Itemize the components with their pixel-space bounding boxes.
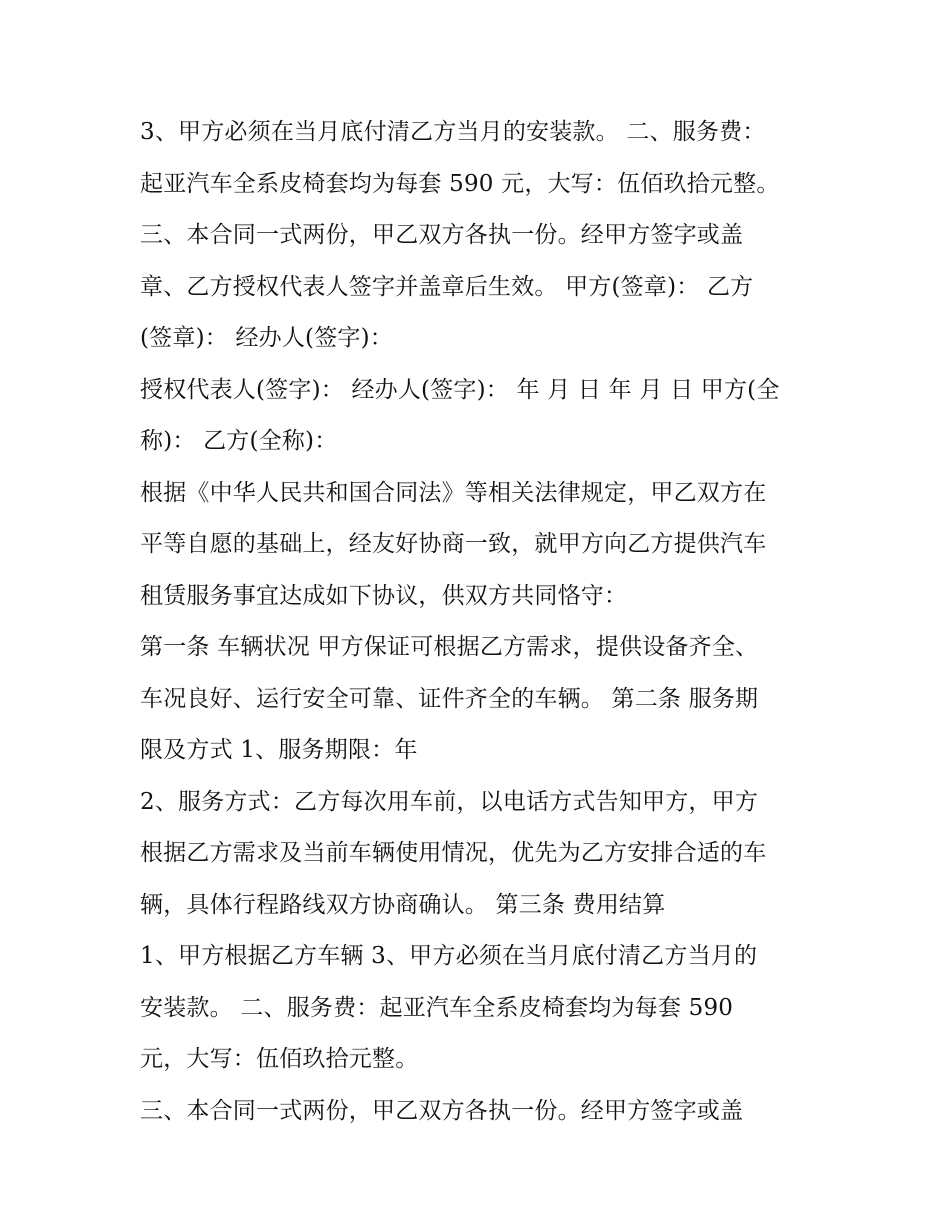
text-line: 称)： 乙方(全称)： [140,428,338,454]
text-line: 授权代表人(签字)： 经办人(签字)： 年 月 日 年 月 日 甲方(全 [140,376,780,403]
text-line: 三、本合同一式两份，甲乙双方各执一份。经甲方签字或盖 [140,222,744,248]
text-line: 限及方式 1、服务期限：年 [140,737,418,763]
text-line: 三、本合同一式两份，甲乙双方各执一份。经甲方签字或盖 [140,1097,744,1124]
text-line: 辆，具体行程路线双方协商确认。 第三条 费用结算 [140,891,666,918]
text-line: 平等自愿的基础上，经友好协商一致，就甲方向乙方提供汽车 [140,531,767,557]
text-line: 租赁服务事宜达成如下协议，供双方共同恪守： [140,582,628,609]
text-line: 3、甲方必须在当月底付清乙方当月的安装款。 二、服务费： [140,119,766,145]
text-line: 车况良好、运行安全可靠、证件齐全的车辆。 第二条 服务期 [140,685,759,712]
document-body [140,107,830,1137]
text-line: 第一条 车辆状况 甲方保证可根据乙方需求，提供设备齐全、 [140,634,759,660]
text-line: 起亚汽车全系皮椅套均为每套 590 元，大写：伍佰玖拾元整。 [140,170,780,197]
text-line: 根据乙方需求及当前车辆使用情况，优先为乙方安排合适的车 [140,840,767,866]
text-line: 1、甲方根据乙方车辆 3、甲方必须在当月底付清乙方当月的 [140,943,758,969]
text-line: 安装款。 二、服务费：起亚汽车全系皮椅套均为每套 590 [140,994,734,1021]
text-line: 2、服务方式：乙方每次用车前，以电话方式告知甲方，甲方 [140,788,759,815]
text-line: 元，大写：伍佰玖拾元整。 [140,1046,419,1072]
text-line: 章、乙方授权代表人签字并盖章后生效。 甲方(签章)： 乙方 [140,273,754,300]
text-line: 根据《中华人民共和国合同法》等相关法律规定，甲乙双方在 [140,479,767,506]
text-line: (签章)： 经办人(签字)： [140,325,394,351]
